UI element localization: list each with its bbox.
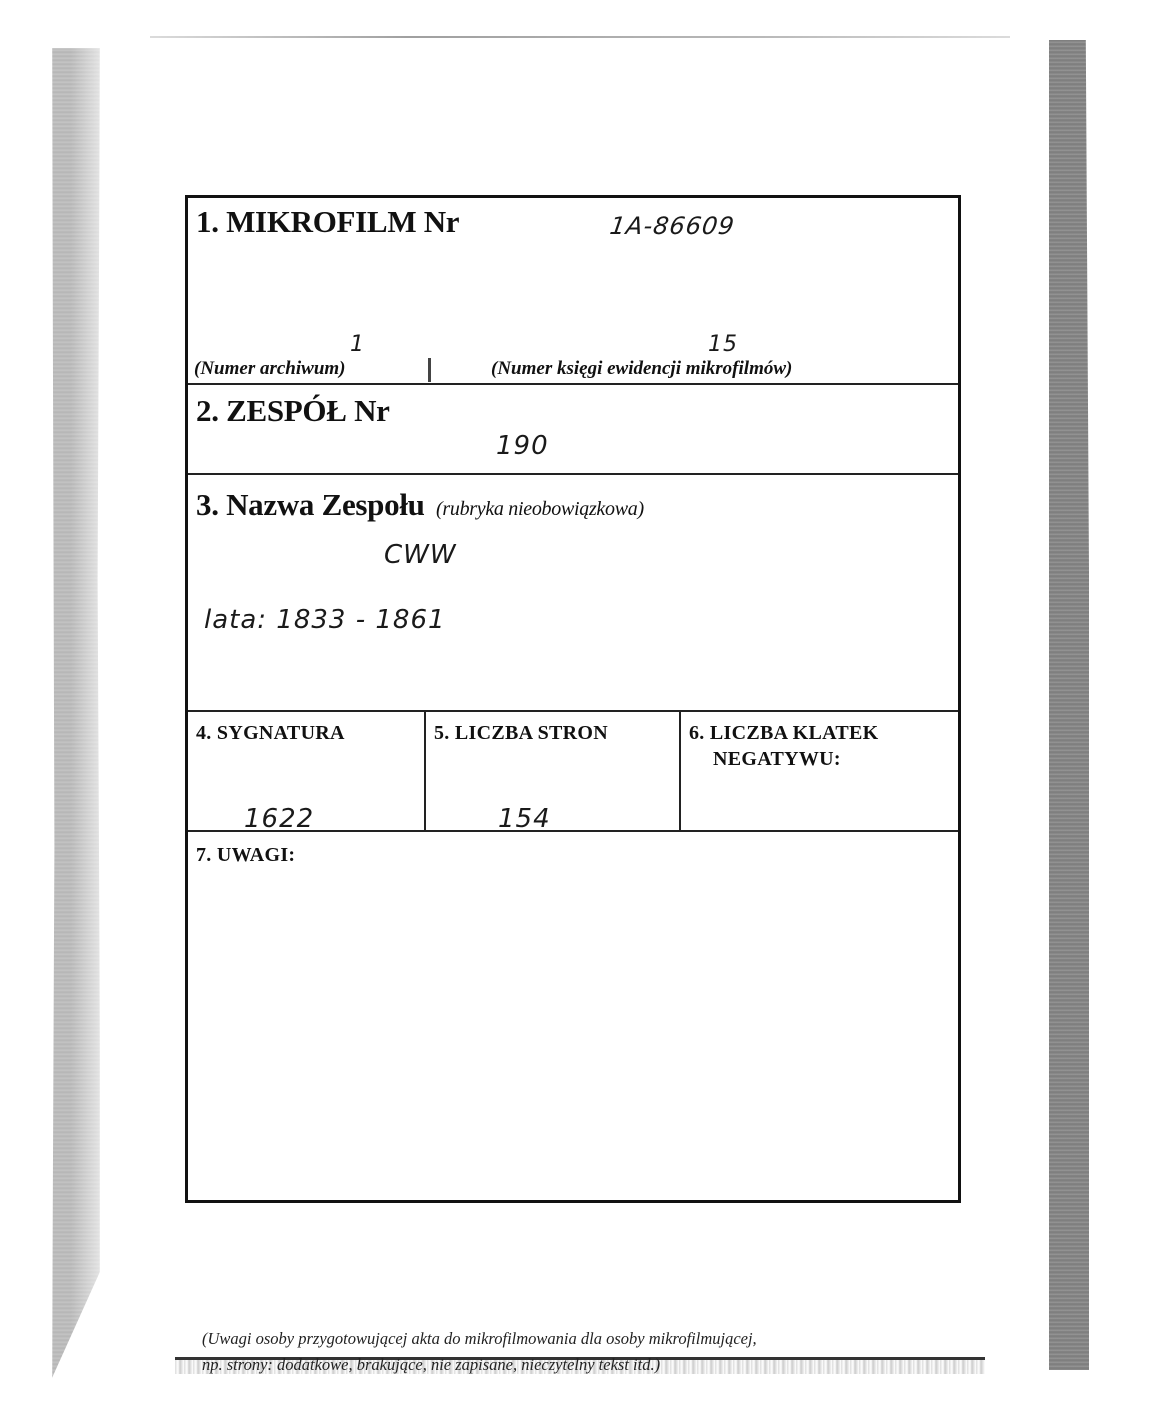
signature-cell bbox=[188, 712, 426, 834]
negative-frames-label-line1: 6. LICZBA KLATEK bbox=[689, 722, 879, 744]
section-fonds-name bbox=[188, 475, 958, 712]
scan-shadow-left bbox=[52, 48, 100, 1378]
remarks-instructions bbox=[202, 1326, 952, 1378]
signature-label: 4. SYGNATURA bbox=[196, 722, 345, 744]
negative-frames-cell bbox=[681, 712, 958, 830]
section-microfilm-number bbox=[188, 198, 958, 385]
register-number-label: (Numer księgi ewidencji mikrofilmów) bbox=[491, 358, 793, 379]
fonds-name-value[interactable]: CWW bbox=[384, 540, 457, 570]
remarks-instructions-line2: np. strony: dodatkowe, brakujące, nie zapisane, nieczytelny tekst itd.) bbox=[202, 1355, 661, 1374]
microfilm-number-value[interactable]: 1A-86609 bbox=[608, 212, 737, 240]
page-count-value[interactable]: 154 bbox=[498, 804, 551, 834]
page-count-label: 5. LICZBA STRON bbox=[434, 722, 608, 744]
negative-frames-label bbox=[689, 720, 878, 772]
fonds-years-value[interactable]: lata: 1833 - 1861 bbox=[204, 605, 446, 635]
page-count-cell bbox=[426, 712, 681, 834]
scan-edge-top bbox=[150, 36, 1010, 38]
sub-field-divider bbox=[428, 358, 431, 382]
section-remarks bbox=[188, 832, 958, 1374]
fonds-number-label: 2. ZESPÓŁ Nr bbox=[196, 393, 390, 428]
remarks-instructions-line1: (Uwagi osoby przygotowującej akta do mikrofilmowania dla osoby mikrofilmującej, bbox=[202, 1329, 757, 1348]
negative-frames-label-line2: NEGATYWU: bbox=[713, 748, 841, 770]
remarks-label: 7. UWAGI: bbox=[196, 844, 296, 866]
section-fonds-number bbox=[188, 385, 958, 475]
microfilm-form bbox=[185, 195, 961, 1374]
microfilm-number-label: 1. MIKROFILM Nr bbox=[196, 204, 460, 239]
signature-value[interactable]: 1622 bbox=[244, 804, 315, 834]
optional-field-note: (rubryka nieobowiązkowa) bbox=[436, 498, 644, 520]
register-number-value[interactable]: 15 bbox=[708, 332, 738, 357]
scan-shadow-right bbox=[1049, 40, 1089, 1370]
section-counts-row bbox=[188, 712, 958, 832]
archive-number-value[interactable]: 1 bbox=[350, 332, 365, 357]
fonds-number-value[interactable]: 190 bbox=[496, 431, 549, 461]
fonds-name-heading bbox=[196, 487, 644, 523]
fonds-name-label: 3. Nazwa Zespołu bbox=[196, 487, 425, 522]
archive-number-label: (Numer archiwum) bbox=[194, 358, 346, 379]
